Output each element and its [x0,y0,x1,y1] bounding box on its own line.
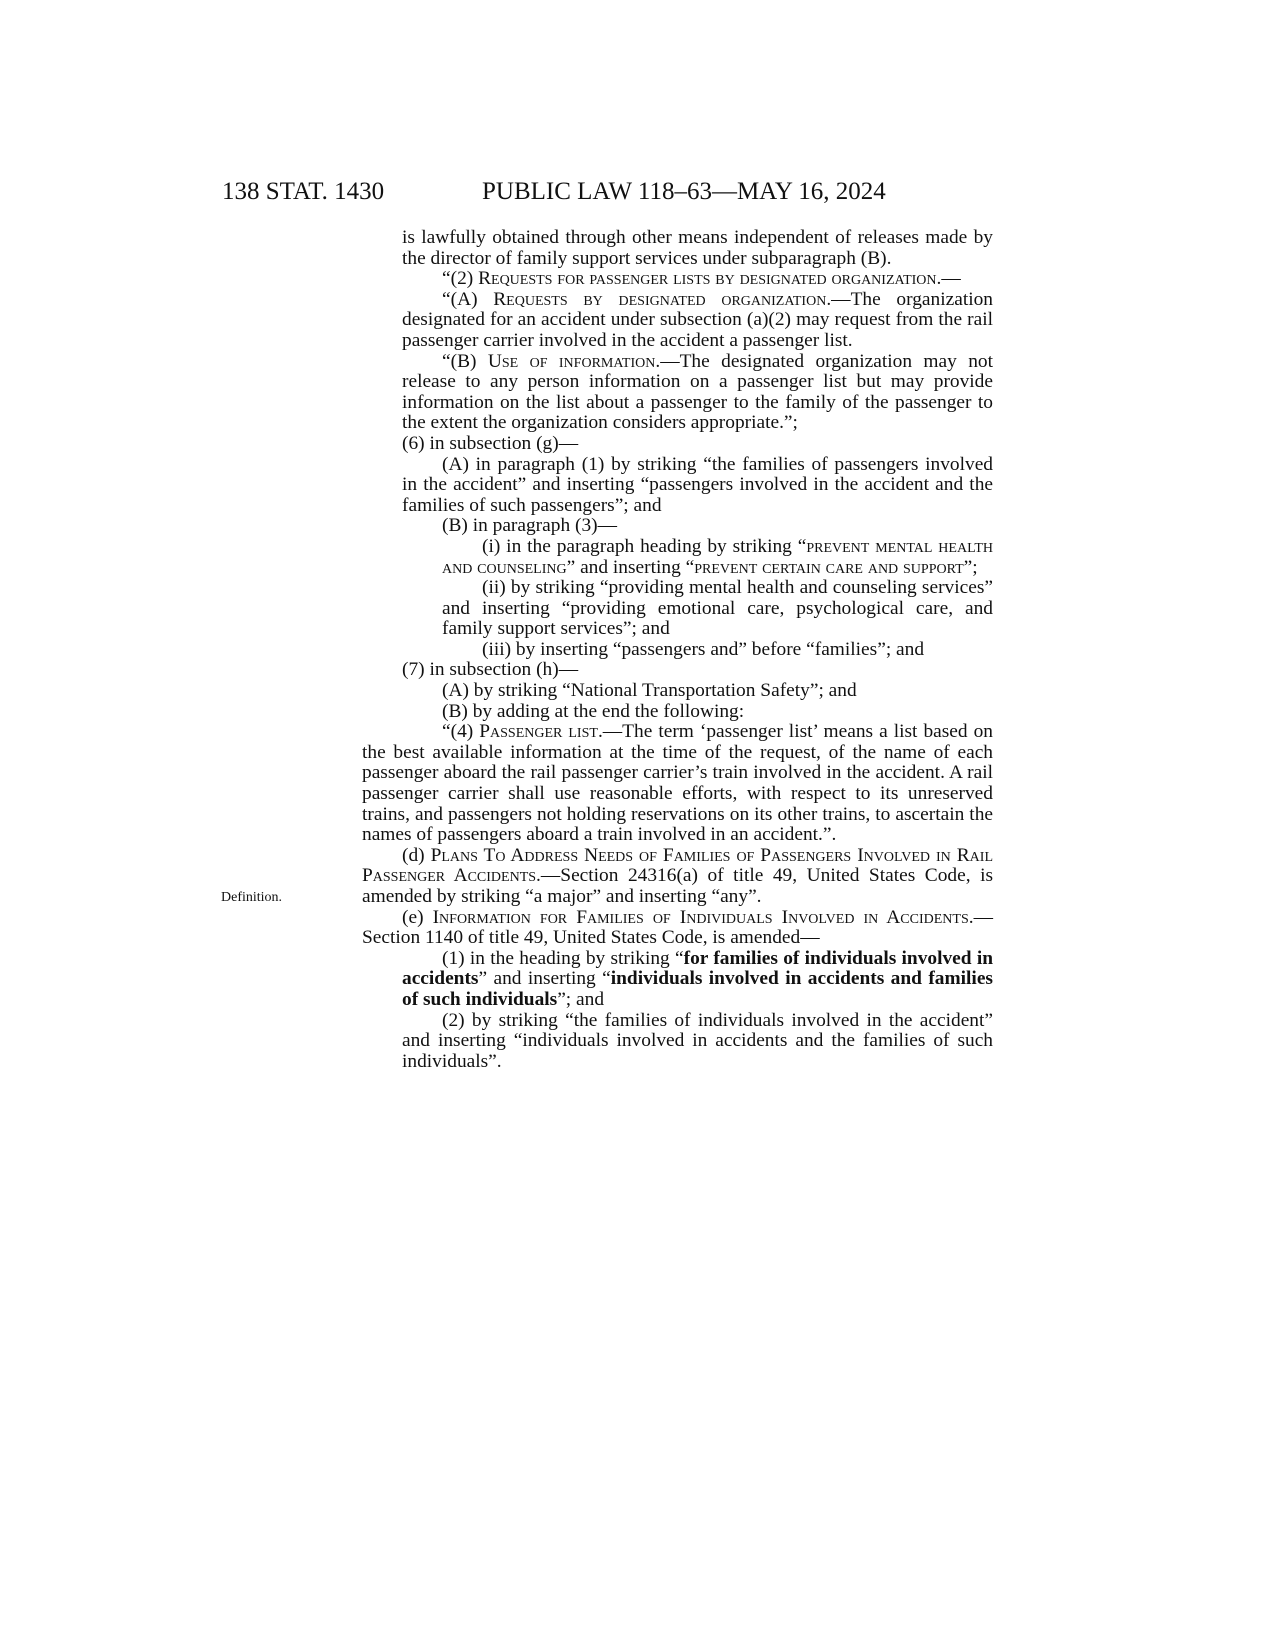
paragraph: is lawfully obtained through other means independent of releases made by the director of family support services under subparagraph (B). [402,227,993,269]
paragraph: “(A) Requests by designated organization.—The organization designated for an accident under subsection (a)(2) may request from the rail passenger carrier involved in the accident a passenger list. [402,288,993,351]
document-body [362,228,993,1072]
paragraph: (6) in subsection (g)— [402,432,579,454]
paragraph: “(B) Use of information.—The designated organization may not release to any person information on a passenger list but may provide information on the list about a passenger to the family of the passenger to the extent the organization considers appropriate.”; [402,350,993,434]
paragraph: (B) in paragraph (3)— [442,515,617,537]
paragraph: (2) by striking “the families of individuals involved in the accident” and inserting “individuals involved in accidents and the families of such individuals”. [402,1009,993,1072]
paragraph: (1) in the heading by striking “for families of individuals involved in accidents” and inserting “individuals involved in accidents and families of such individuals”; and [402,947,993,1010]
paragraph: (iii) by inserting “passengers and” before “families”; and [482,638,925,660]
margin-note-definition: Definition. [221,890,283,905]
paragraph: (i) in the paragraph heading by striking “prevent mental health and counseling” and inserting “prevent certain care and support”; [442,535,993,578]
paragraph: “(2) Requests for passenger lists by designated organization.— [442,268,961,290]
paragraph: (d) Plans To Address Needs of Families of Passengers Involved in Rail Passenger Accidents.—Section 24316(a) of title 49, United States Code, is amended by striking “a major” and inserting “any”. [362,844,994,907]
paragraph: “(4) Passenger list.—The term ‘passenger list’ means a list based on the best available information at the time of the request, of the name of each passenger aboard the rail passenger carrier’s train involved in the accident. A rail passenger carrier shall use reasonable efforts, with respect to its unreserved trains, and passengers not holding reservations on its other trains, to ascertain the names of passengers aboard a train involved in an accident.”. [362,721,993,846]
stat-citation: 138 STAT. 1430 [222,178,385,205]
paragraph: (e) Information for Families of Individuals Involved in Accidents.—Section 1140 of title 49, United States Code, is amended— [362,906,993,949]
page-header [222,178,886,214]
paragraph: (7) in subsection (h)— [402,659,579,681]
paragraph: (A) in paragraph (1) by striking “the families of passengers involved in the accident” and inserting “passengers involved in the accident and the families of such passengers”; and [402,453,993,516]
paragraph: (B) by adding at the end the following: [442,700,745,722]
law-title: PUBLIC LAW 118–63—MAY 16, 2024 [482,178,886,205]
paragraph: (A) by striking “National Transportation Safety”; and [442,680,857,702]
paragraph: (ii) by striking “providing mental health and counseling services” and inserting “providing emotional care, psychological care, and family support services”; and [442,577,993,640]
